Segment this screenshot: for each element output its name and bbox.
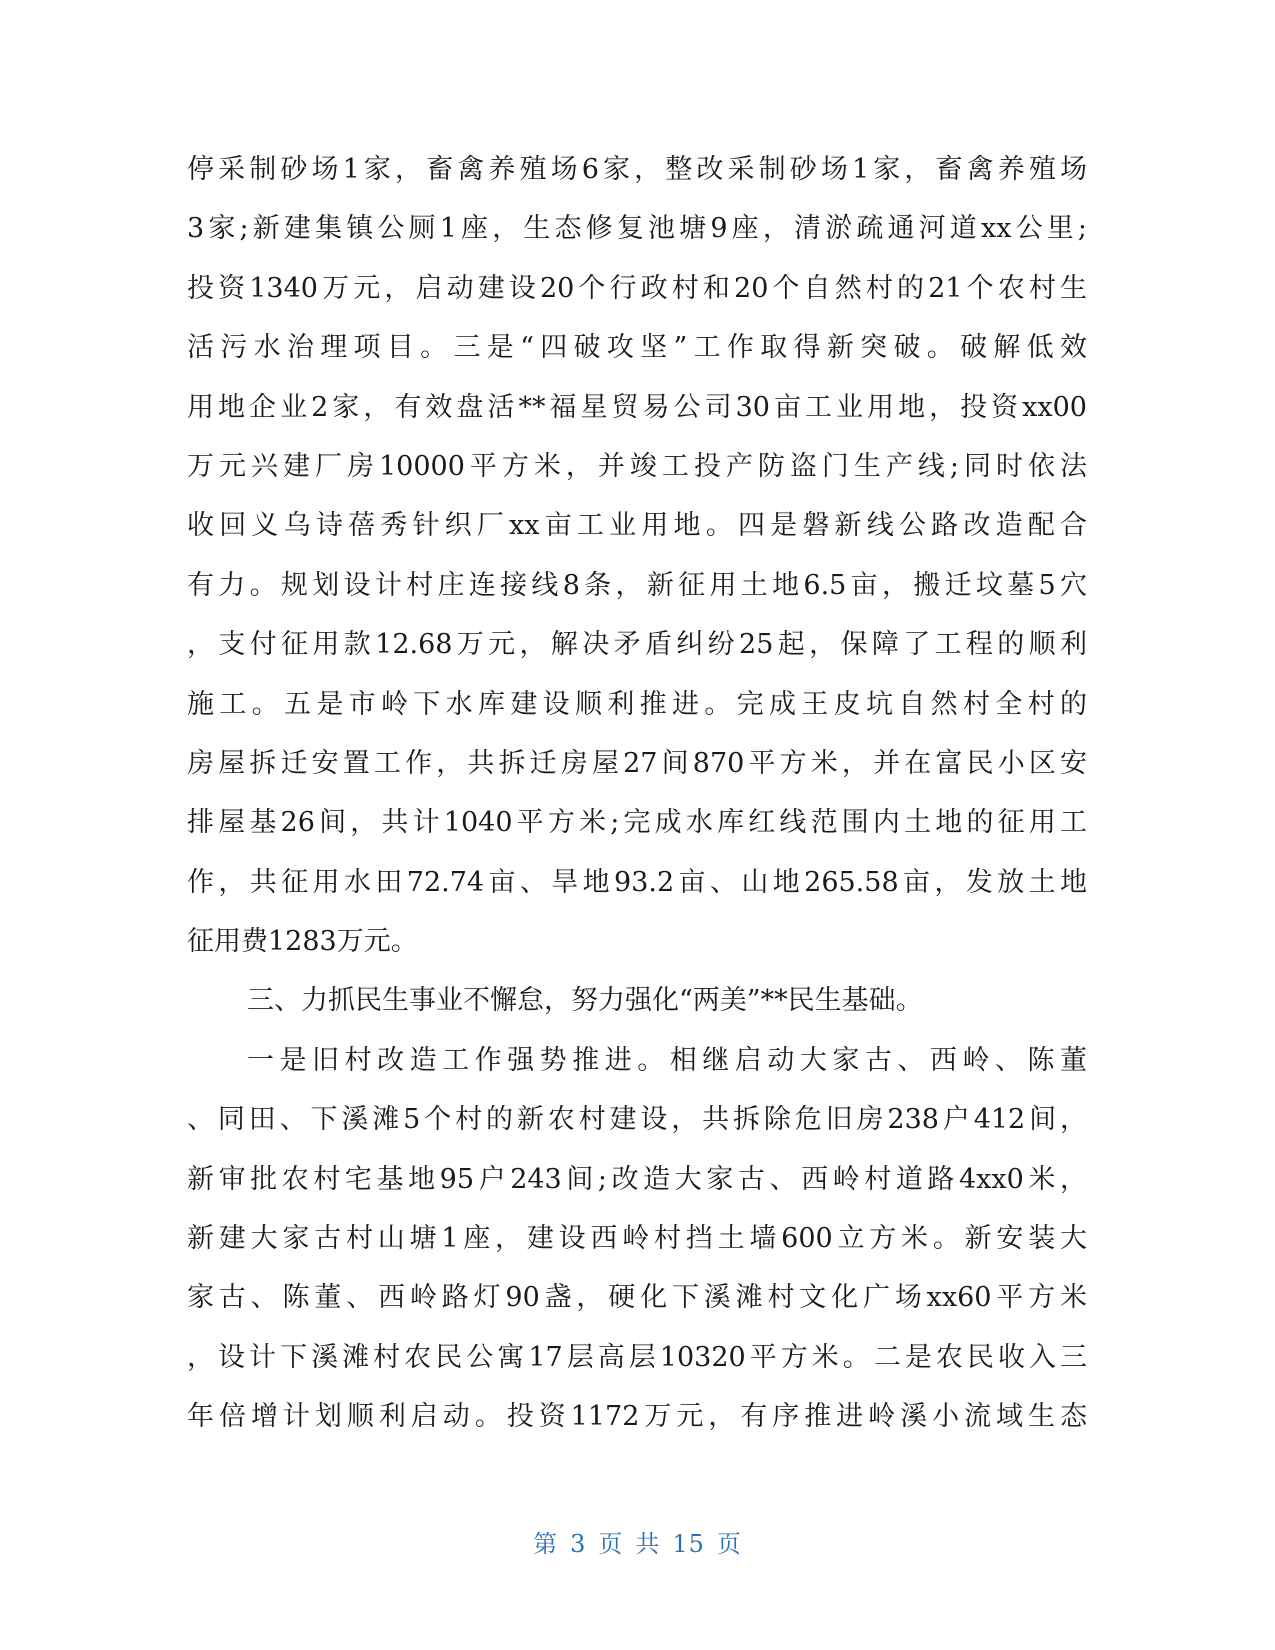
text-line: 停采制砂场1家，畜禽养殖场6家，整改采制砂场1家，畜禽养殖场 bbox=[187, 154, 1087, 185]
text-line: 、同田、下溪滩5个村的新农村建设，共拆除危旧房238户412间， bbox=[187, 1104, 1087, 1136]
text-line: ，支付征用款12.68万元，解决矛盾纠纷25起，保障了工程的顺利 bbox=[187, 629, 1087, 661]
page-footer bbox=[0, 1524, 1275, 1559]
page-label-suffix: 页 bbox=[716, 1530, 742, 1558]
text-line: 排屋基26间，共计1040平方米;完成水库红线范围内土地的征用工 bbox=[187, 807, 1087, 839]
current-page-number: 3 bbox=[570, 1530, 587, 1558]
text-line: 万元兴建厂房10000平方米，并竣工投产防盗门生产线;同时依法 bbox=[187, 450, 1087, 482]
text-line: 新审批农村宅基地95户243间;改造大家古、西岭村道路4xx0米， bbox=[187, 1163, 1087, 1195]
text-line: 施工。五是市岭下水库建设顺利推进。完成王皮坑自然村全村的 bbox=[187, 688, 1087, 720]
text-line: ，设计下溪滩村农民公寓17层高层10320平方米。二是农民收入三 bbox=[187, 1341, 1087, 1373]
text-line: 收回义乌诗蓓秀针织厂xx亩工业用地。四是磐新线公路改造配合 bbox=[187, 510, 1087, 542]
page-label-middle: 页 bbox=[598, 1530, 624, 1558]
text-line: 征用费1283万元。 bbox=[187, 926, 418, 958]
text-line: 有力。规划设计村庄连接线8条，新征用土地6.5亩，搬迁坟墓5穴 bbox=[187, 569, 1087, 601]
total-page-count: 15 bbox=[672, 1530, 705, 1558]
paragraph-first-line: 一是旧村改造工作强势推进。相继启动大家古、西岭、陈董 bbox=[247, 1044, 1087, 1076]
text-line: 活污水治理项目。三是“四破攻坚”工作取得新突破。破解低效 bbox=[187, 332, 1087, 364]
text-line: 新建大家古村山塘1座，建设西岭村挡土墙600立方米。新安装大 bbox=[187, 1223, 1087, 1255]
body-text bbox=[187, 140, 1087, 1447]
text-line: 家古、陈董、西岭路灯90盏，硬化下溪滩村文化广场xx60平方米 bbox=[187, 1282, 1087, 1314]
text-line: 3家;新建集镇公厕1座，生态修复池塘9座，清淤疏通河道xx公里; bbox=[187, 213, 1087, 245]
text-line: 年倍增计划顺利启动。投资1172万元，有序推进岭溪小流域生态 bbox=[187, 1401, 1087, 1433]
text-line: 房屋拆迁安置工作，共拆迁房屋27间870平方米，并在富民小区安 bbox=[187, 747, 1087, 779]
text-line: 用地企业2家，有效盘活**福星贸易公司30亩工业用地，投资xx00 bbox=[187, 391, 1087, 423]
text-line: 投资1340万元，启动建设20个行政村和20个自然村的21个农村生 bbox=[187, 272, 1087, 304]
text-line: 作，共征用水田72.74亩、旱地93.2亩、山地265.58亩，发放土地 bbox=[187, 866, 1087, 898]
page-label-prefix: 第 bbox=[533, 1530, 559, 1558]
section-heading: 三、力抓民生事业不懈怠，努力强化“两美”**民生基础。 bbox=[247, 985, 923, 1017]
total-label-prefix: 共 bbox=[635, 1530, 661, 1558]
